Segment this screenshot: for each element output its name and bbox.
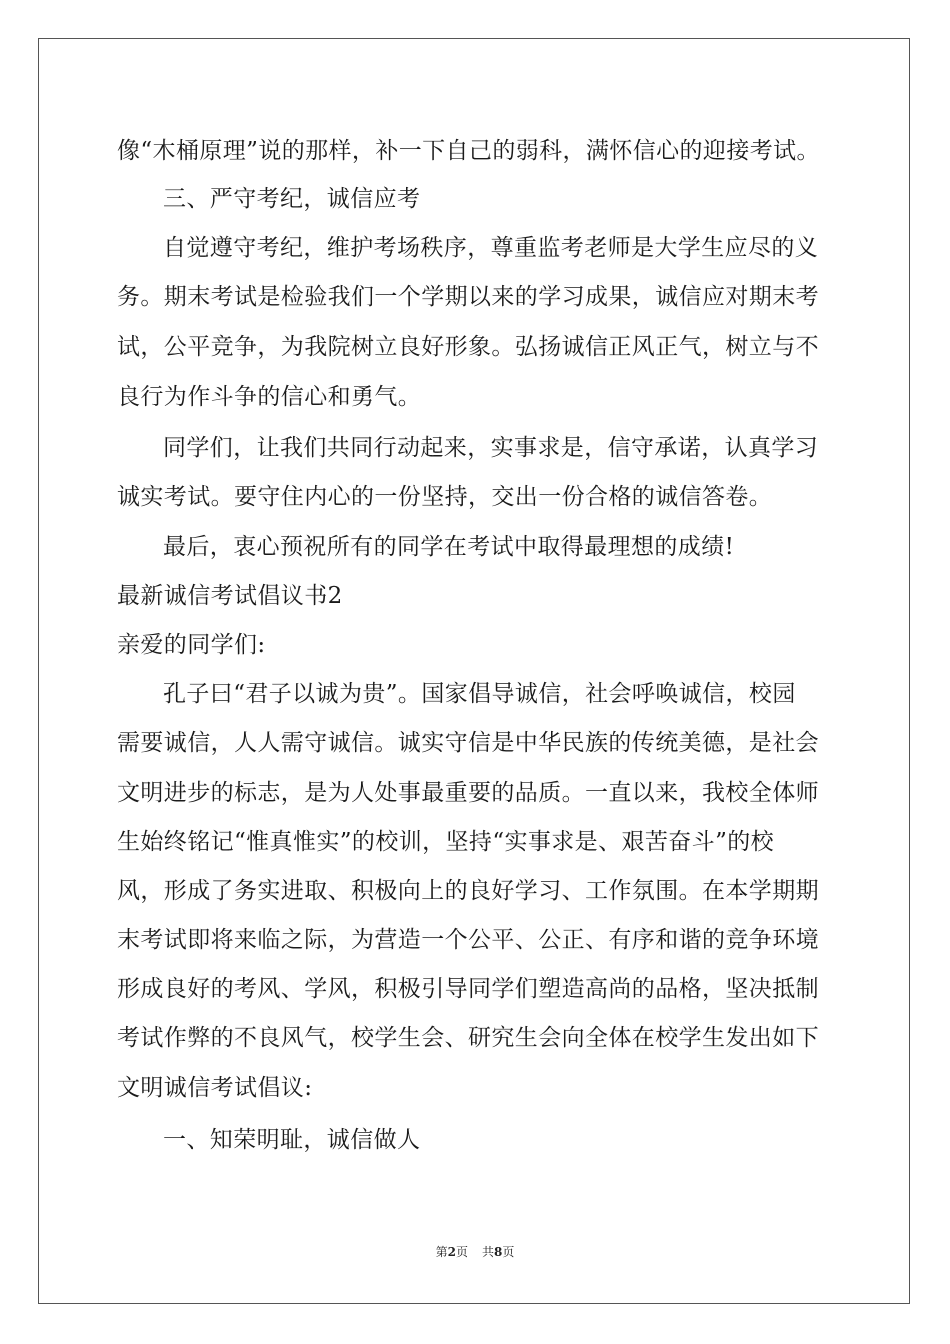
body-line: 生始终铭记“惟真惟实”的校训，坚持“实事求是、艰苦奋斗”的校 (117, 829, 775, 855)
body-line: 文明诚信考试倡议: (117, 1075, 313, 1101)
body-line: 自觉遵守考纪，维护考场秩序，尊重监考老师是大学生应尽的义 (163, 235, 819, 261)
page-suffix: 页 (455, 1245, 468, 1259)
page-border (38, 38, 910, 1304)
body-line: 诚实考试。要守住内心的一份坚持，交出一份合格的诚信答卷。 (117, 484, 773, 510)
document-title: 最新诚信考试倡议书2 (117, 583, 343, 609)
body-line: 务。期末考试是检验我们一个学期以来的学习成果，诚信应对期末考 (117, 284, 819, 310)
body-line: 风，形成了务实进取、积极向上的良好学习、工作氛围。在本学期期 (117, 878, 819, 904)
body-line: 像“木桶原理”说的那样，补一下自己的弱科，满怀信心的迎接考试。 (117, 138, 820, 164)
body-line: 孔子曰“君子以诚为贵”。国家倡导诚信，社会呼唤诚信，校园 (163, 681, 796, 707)
page-number: 2 (447, 1245, 456, 1259)
total-pages: 8 (494, 1245, 503, 1259)
salutation: 亲爱的同学们: (117, 632, 266, 658)
body-line: 文明进步的标志，是为人处事最重要的品质。一直以来，我校全体师 (117, 780, 819, 806)
body-line: 需要诚信，人人需守诚信。诚实守信是中华民族的传统美德，是社会 (117, 730, 819, 756)
body-line: 同学们，让我们共同行动起来，实事求是，信守承诺，认真学习 (163, 435, 819, 461)
body-line: 形成良好的考风、学风，积极引导同学们塑造高尚的品格，坚决抵制 (117, 976, 819, 1002)
total-suffix: 页 (502, 1245, 515, 1259)
page-prefix: 第 (435, 1245, 448, 1259)
total-prefix: 共 (482, 1245, 495, 1259)
body-line: 末考试即将来临之际，为营造一个公平、公正、有序和谐的竞争环境 (117, 927, 819, 953)
page-footer (0, 1244, 950, 1260)
section-heading: 三、严守考纪，诚信应考 (163, 186, 421, 212)
body-line: 最后，衷心预祝所有的同学在考试中取得最理想的成绩! (163, 534, 735, 560)
section-heading: 一、知荣明耻，诚信做人 (163, 1127, 421, 1153)
body-line: 良行为作斗争的信心和勇气。 (117, 384, 422, 410)
body-line: 考试作弊的不良风气，校学生会、研究生会向全体在校学生发出如下 (117, 1025, 819, 1051)
body-line: 试，公平竞争，为我院树立良好形象。弘扬诚信正风正气，树立与不 (117, 334, 819, 360)
